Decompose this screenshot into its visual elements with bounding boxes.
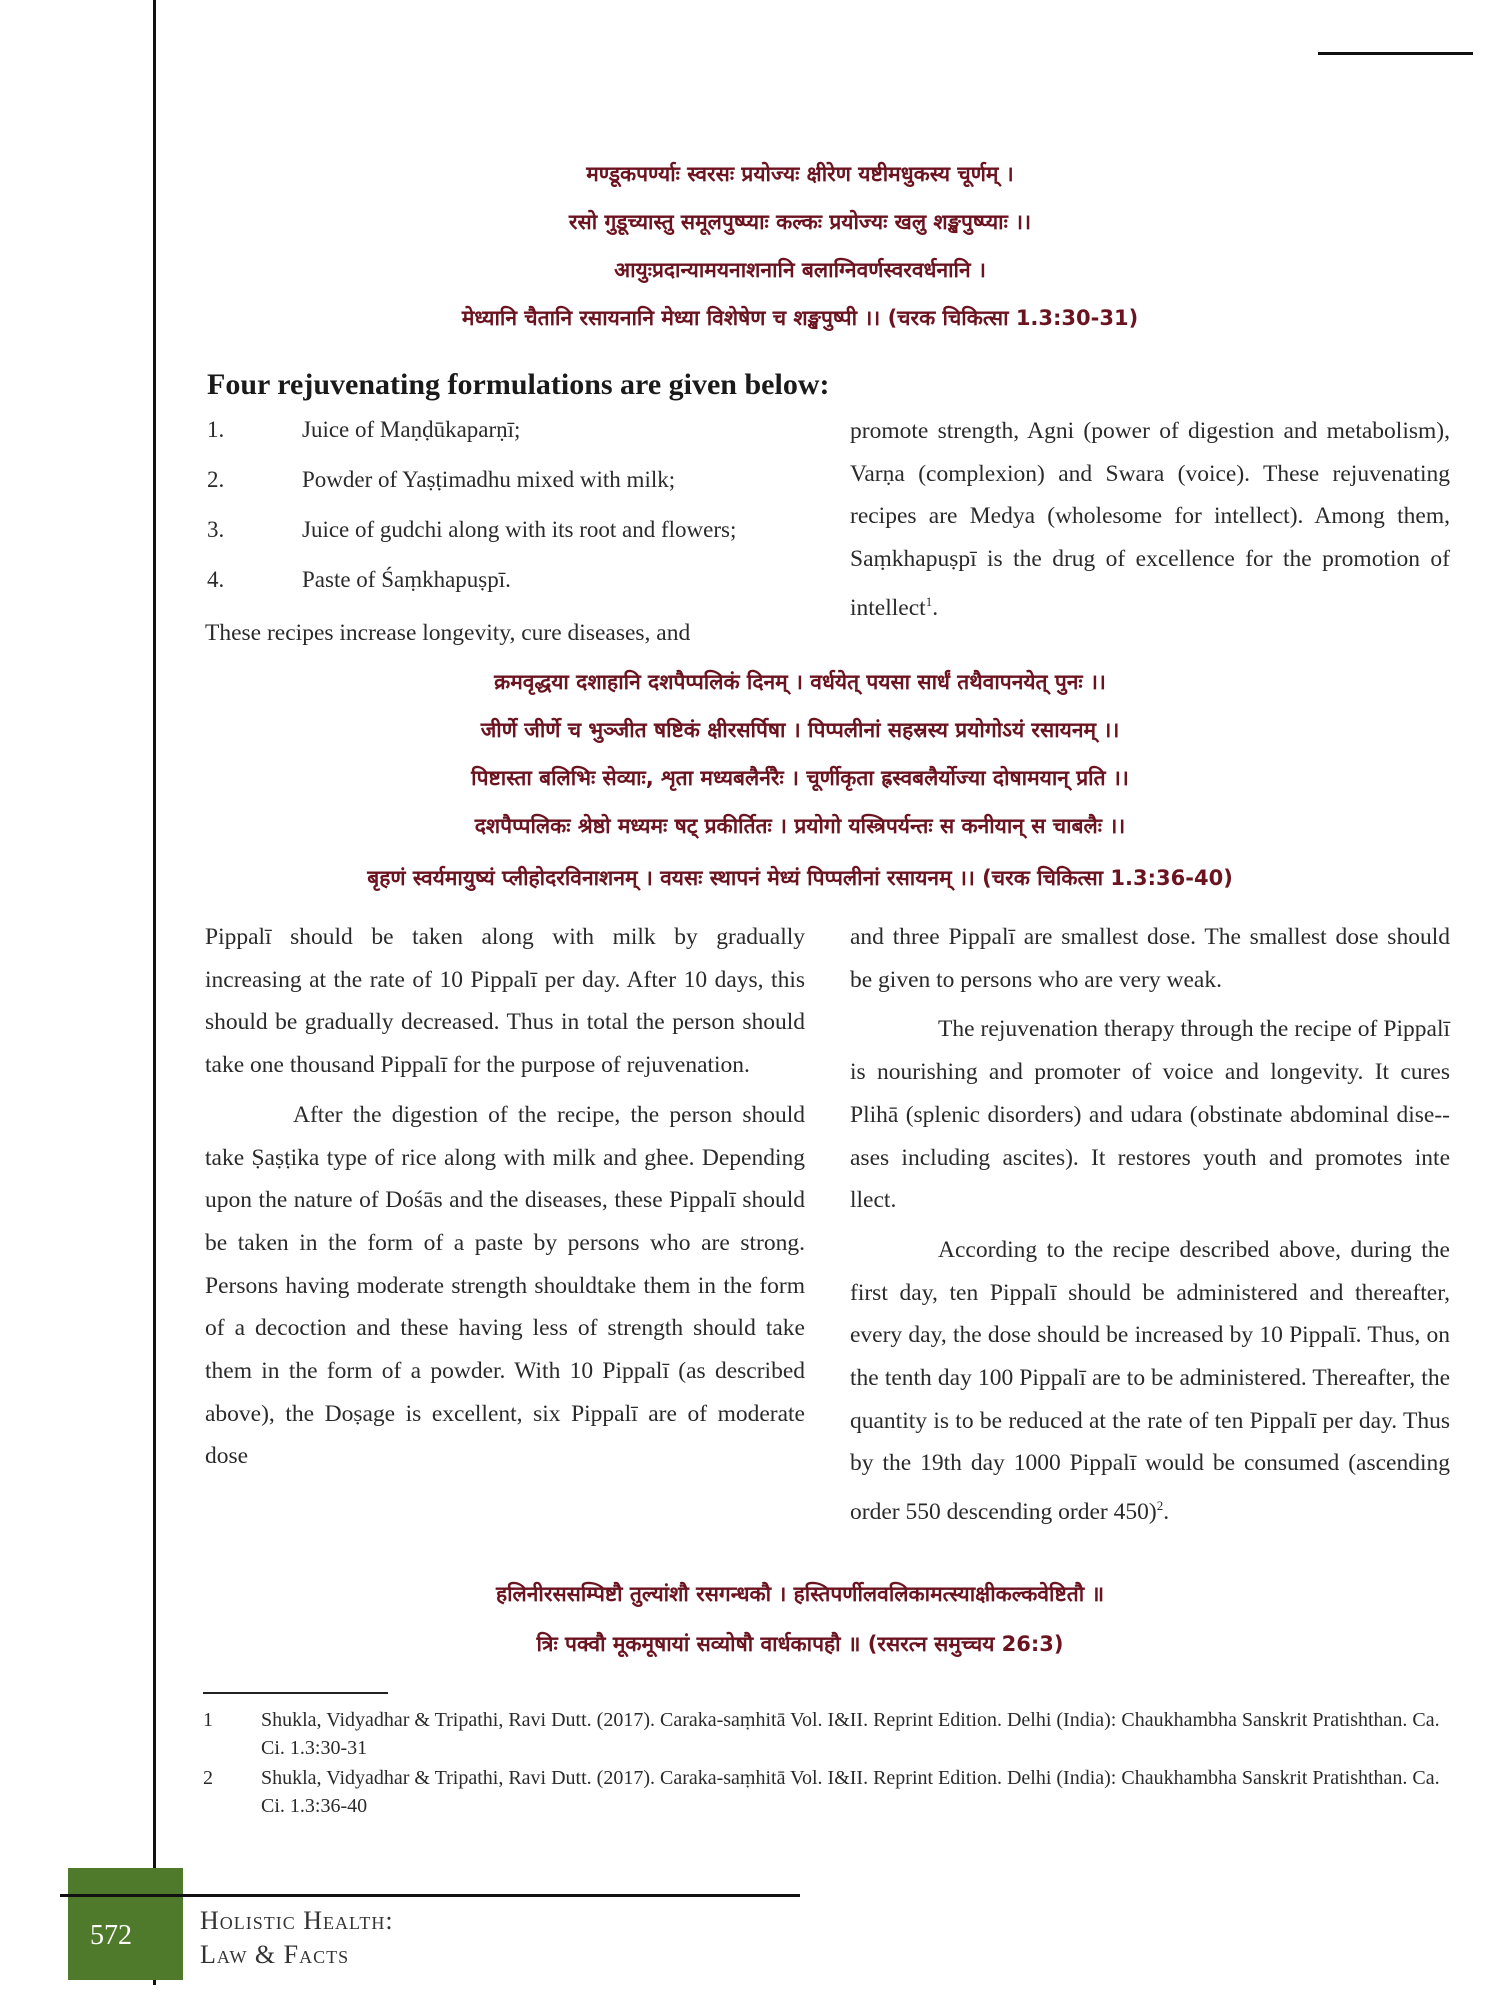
section1-right-column	[850, 410, 1450, 629]
paragraph	[850, 1229, 1450, 1534]
footer-title-line-1: Holistic Health:	[200, 1906, 394, 1935]
formulation-list	[207, 417, 807, 617]
shloka2-line-3: पिष्टास्ता बलिभिः सेव्याः, शृता मध्यबलैर्नरैः । चूर्णीकृता ह्रस्वबलैर्योज्या दोषामयान् प्रति ।।	[471, 766, 1129, 790]
margin-rule-vertical	[153, 0, 156, 1985]
shloka2-line-2: जीर्णे जीर्णे च भुञ्जीत षष्टिकं क्षीरसर्पिषा । पिप्पलीनां सहस्रस्य प्रयोगोऽयं रसायनम् ।।	[480, 718, 1120, 742]
footnote-ref: 2	[1156, 1498, 1164, 1514]
section2-left-column	[205, 916, 805, 1478]
shloka3-line-1: हलिनीरससम्पिष्टौ तुल्यांशौ रसगन्धकौ । हस्तिपर्णीलवलिकामत्स्याक्षीकल्कवेष्टितौ ॥	[495, 1582, 1105, 1606]
list-number: 2.	[207, 467, 225, 492]
list-number: 3.	[207, 517, 225, 542]
list-number: 4.	[207, 567, 225, 592]
footnote-number: 1	[203, 1709, 213, 1731]
paragraph-text: promote strength, Agni (power of digestion and metabolism), Varṇa (complexion) and Swara (voice). These rejuvenating recipes are Medya (wholesome for intellect). Among them, Saṃkhapuṣpī is the drug of excellence for the promotion of intellect	[850, 418, 1450, 621]
footnote-text: Shukla, Vidyadhar & Tripathi, Ravi Dutt. (2017). Caraka-saṃhitā Vol. I&II. Reprint Edition. Delhi (India): Chaukhambha Sanskrit Pratishthan. Ca. Ci. 1.3:36-40	[261, 1767, 1440, 1817]
footer-rule	[60, 1894, 800, 1897]
shloka1-line-4: मेध्यानि चैतानि रसायनानि मेध्या विशेषेण च शङ्खपुष्पी ।। (चरक चिकित्सा 1.3:30-31)	[461, 306, 1139, 330]
shloka2-line-4: दशपैप्पलिकः श्रेष्ठो मध्यमः षट् प्रकीर्तितः । प्रयोगो यस्त्रिपर्यन्तः स कनीयान् स चाबलैः ।।	[474, 814, 1126, 838]
footnote-text: Shukla, Vidyadhar & Tripathi, Ravi Dutt. (2017). Caraka-saṃhitā Vol. I&II. Reprint Edition. Delhi (India): Chaukhambha Sanskrit Pratishthan. Ca. Ci. 1.3:30-31	[261, 1709, 1440, 1759]
footnote-rule	[203, 1692, 388, 1694]
shloka1-line-1: मण्डूकपर्ण्याः स्वरसः प्रयोज्यः क्षीरेण यष्टीमधुकस्य चूर्णम् ।	[586, 162, 1014, 186]
footnote-number: 2	[203, 1767, 213, 1789]
paragraph	[850, 410, 1450, 629]
paragraph: The rejuvenation therapy through the recipe of Pippalī is nourishing and promoter of voice and longevity. It cures Plihā (splenic disorders) and udara (obstinate abdominal dise-- ases including ascites). It restores youth and promotes inte llect.	[850, 1016, 1450, 1214]
shloka2-line-1: क्रमवृद्धया दशाहानि दशपैप्पलिकं दिनम् । वर्धयेत् पयसा सार्धं तथैवापनयेत् पुनः ।।	[494, 670, 1106, 694]
footer-title-line-2: Law & Facts	[200, 1940, 350, 1969]
footnote-ref: 1	[925, 593, 933, 609]
paragraph: Pippalī should be taken along with milk by gradually increasing at the rate of 10 Pippalī per day. After 10 days, this should be gradually decreased. Thus in total the person should take one thousand Pippalī for the purpose of rejuvenation.	[205, 924, 805, 1079]
page-number: 572	[90, 1920, 132, 1951]
running-footer-title	[200, 1904, 394, 1972]
shloka3-line-2: त्रिः पक्वौ मूकमूषायां सव्योषौ वार्धकापहौ ॥ (रसरत्न समुच्चय 26:3)	[536, 1632, 1064, 1656]
paragraph-text: According to the recipe described above, during the first day, ten Pippalī should be administered and thereafter, every day, the dose should be increased by 10 Pippalī. Thus, on the tenth day 100 Pippalī are to be administered. Thereafter, the quantity is to be reduced at the rate of ten Pippalī per day. Thus by the 19th day 1000 Pippalī would be consumed (ascending order 550 descending order 450)	[850, 1236, 1450, 1525]
shloka2-line-5: बृहणं स्वर्यमायुष्यं प्लीहोदरविनाशनम् । वयसः स्थापनं मेध्यं पिप्पलीनां रसायनम् ।। (चरक चिकित्सा 1.3:36-40)	[367, 866, 1233, 890]
section-heading: Four rejuvenating formulations are given below:	[207, 368, 830, 401]
section1-left-continuation	[205, 612, 805, 655]
paragraph-end: .	[1163, 1498, 1170, 1525]
shloka1-line-2: रसो गुडूच्यास्तु समूलपुष्प्याः कल्कः प्रयोज्यः खलु शङ्खपुष्प्याः ।।	[568, 210, 1032, 234]
section2-right-column	[850, 916, 1450, 1534]
paragraph: After the digestion of the recipe, the person should take Ṣaṣṭika type of rice along with milk and ghee. Depending upon the nature of Dośās and the diseases, these Pippalī should be taken in the form of a paste by persons who are strong. Persons having moderate strength shouldtake them in the form of a decoction and these having less of strength should take them in the form of a powder. With 10 Pippalī (as described above), the Doṣage is excellent, six Pippalī are of moderate dose	[205, 1101, 805, 1470]
list-text: Paste of Śaṃkhapuṣpī.	[302, 567, 511, 592]
list-item	[207, 567, 807, 617]
paragraph-end: .	[932, 594, 939, 621]
shloka1-line-3: आयुःप्रदान्यामयनाशनानि बलाग्निवर्णस्वरवर्धनानि ।	[614, 258, 986, 282]
list-item	[207, 417, 807, 467]
list-text: Powder of Yaṣṭimadhu mixed with milk;	[302, 467, 676, 492]
list-item	[207, 517, 807, 567]
list-text: Juice of Maṇḍūkaparṇī;	[302, 417, 521, 442]
paragraph: and three Pippalī are smallest dose. The smallest dose should be given to persons who are very weak.	[850, 924, 1450, 993]
list-number: 1.	[207, 417, 225, 442]
list-text: Juice of gudchi along with its root and flowers;	[302, 517, 737, 542]
list-item	[207, 467, 807, 517]
paragraph: These recipes increase longevity, cure diseases, and	[205, 620, 691, 646]
header-rule	[1318, 52, 1473, 55]
